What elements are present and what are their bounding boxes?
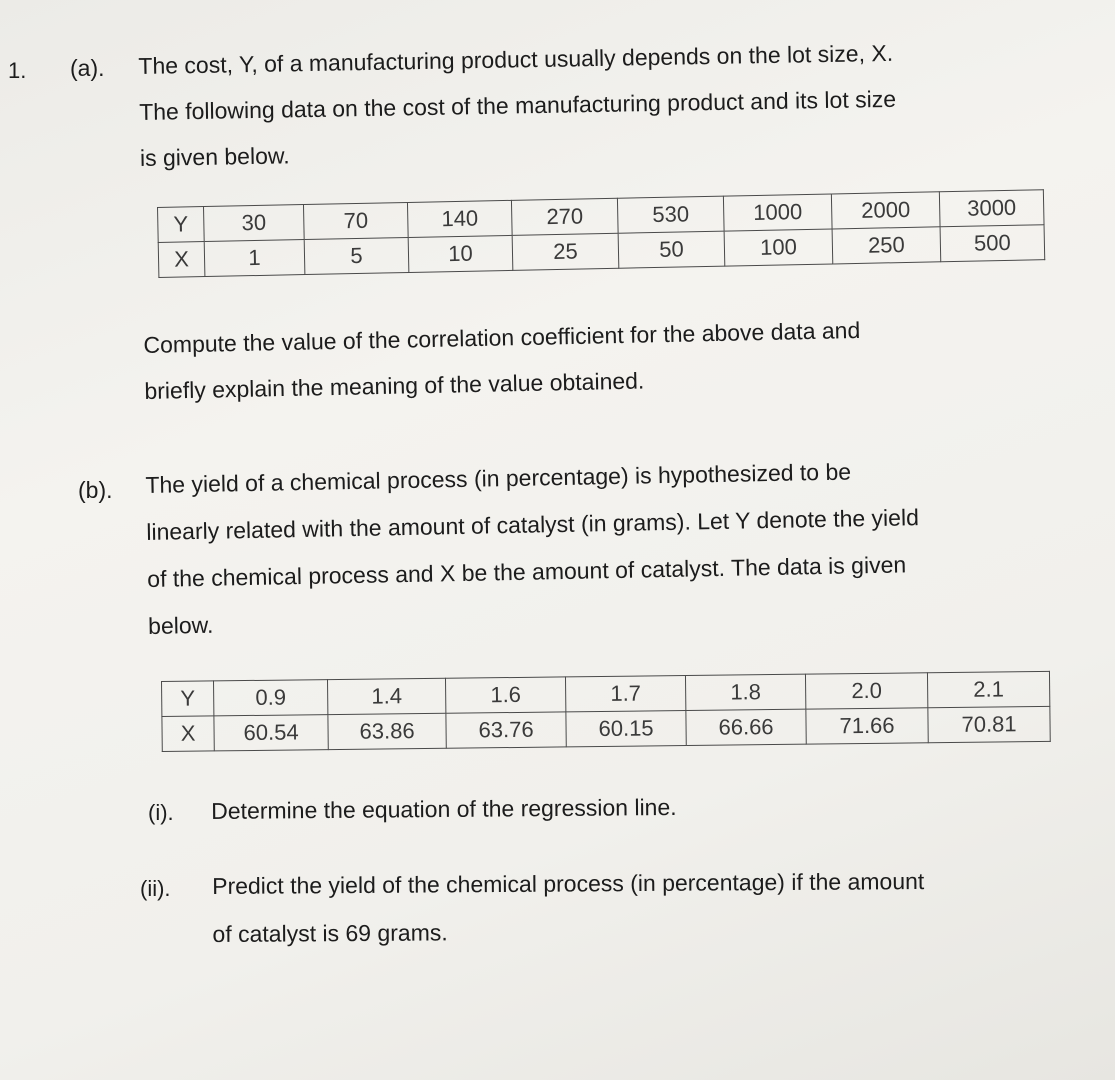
- table-cell: 250: [832, 227, 941, 264]
- table-cell: 0.9: [214, 680, 328, 716]
- table-cell: 30: [204, 205, 305, 242]
- table-cell: 10: [408, 235, 513, 272]
- part-a-line-1: The cost, Y, of a manufacturing product usually depends on the lot size, X.: [138, 39, 894, 79]
- table-cell: 140: [407, 200, 512, 237]
- row-header-x: X: [162, 716, 214, 752]
- part-a-line-2: The following data on the cost of the manufacturing product and its lot size: [138, 85, 897, 125]
- sub-ii-line-2: of catalyst is 69 grams.: [212, 919, 448, 947]
- table-cell: 2000: [831, 192, 940, 229]
- table-cell: 270: [511, 198, 618, 235]
- table-cell: 1000: [723, 194, 832, 231]
- row-header-x: X: [158, 242, 205, 278]
- part-a-intro: [138, 30, 897, 181]
- table-cell: 500: [940, 225, 1045, 262]
- table-cell: 3000: [939, 190, 1044, 227]
- table-cell: 2.0: [805, 673, 927, 709]
- table-cell: 66.66: [686, 709, 806, 745]
- sub-i-line: Determine the equation of the regression line.: [211, 793, 677, 824]
- cost-lot-size-table: [157, 189, 1045, 278]
- table-cell: 71.66: [806, 708, 928, 744]
- sub-i-label: (i).: [148, 800, 174, 825]
- part-a-instruction-line-1: Compute the value of the correlation coefficient for the above data and: [143, 316, 861, 358]
- table-cell: 70: [303, 202, 408, 239]
- table-cell: 5: [304, 237, 409, 274]
- sub-ii-line-1: Predict the yield of the chemical process (in percentage) if the amount: [212, 868, 925, 899]
- table-cell: 60.54: [214, 715, 328, 751]
- part-b-line-3: of the chemical process and X be the amount of catalyst. The data is given: [146, 551, 907, 592]
- sub-ii-text: [212, 857, 925, 958]
- part-b-line-1: The yield of a chemical process (in percentage) is hypothesized to be: [145, 458, 852, 498]
- table-cell: 25: [512, 233, 619, 270]
- part-a-instruction-line-2: briefly explain the meaning of the value obtained.: [144, 367, 645, 404]
- yield-catalyst-table: [161, 671, 1051, 752]
- part-b-line-2: linearly related with the amount of catalyst (in grams). Let Y denote the yield: [146, 504, 920, 545]
- table-cell: 50: [618, 231, 725, 268]
- table-cell: 60.15: [566, 711, 686, 747]
- part-a-instruction: [143, 307, 862, 414]
- table-cell: 1.8: [685, 674, 805, 710]
- table-cell: 1.6: [445, 677, 565, 713]
- table-cell: 1: [204, 240, 305, 277]
- part-a-label: (a).: [70, 55, 105, 81]
- part-b-line-4: below.: [147, 611, 214, 639]
- table-cell: 1.7: [565, 676, 685, 712]
- row-header-y: Y: [162, 681, 214, 717]
- table-cell: 63.86: [328, 713, 446, 749]
- sub-ii-label: (ii).: [140, 876, 171, 901]
- table-cell: 2.1: [927, 671, 1049, 707]
- table-cell: 1.4: [327, 678, 445, 714]
- table-cell: 70.81: [928, 706, 1050, 742]
- part-a-line-3: is given below.: [139, 142, 290, 171]
- part-b-label: (b).: [78, 477, 113, 503]
- sub-i-text: [211, 783, 677, 835]
- row-header-y: Y: [158, 207, 205, 243]
- question-number: 1.: [8, 58, 27, 83]
- part-b-intro: [145, 447, 921, 650]
- table-cell: 100: [724, 229, 833, 266]
- table-cell: 63.76: [446, 712, 566, 748]
- table-cell: 530: [617, 196, 724, 233]
